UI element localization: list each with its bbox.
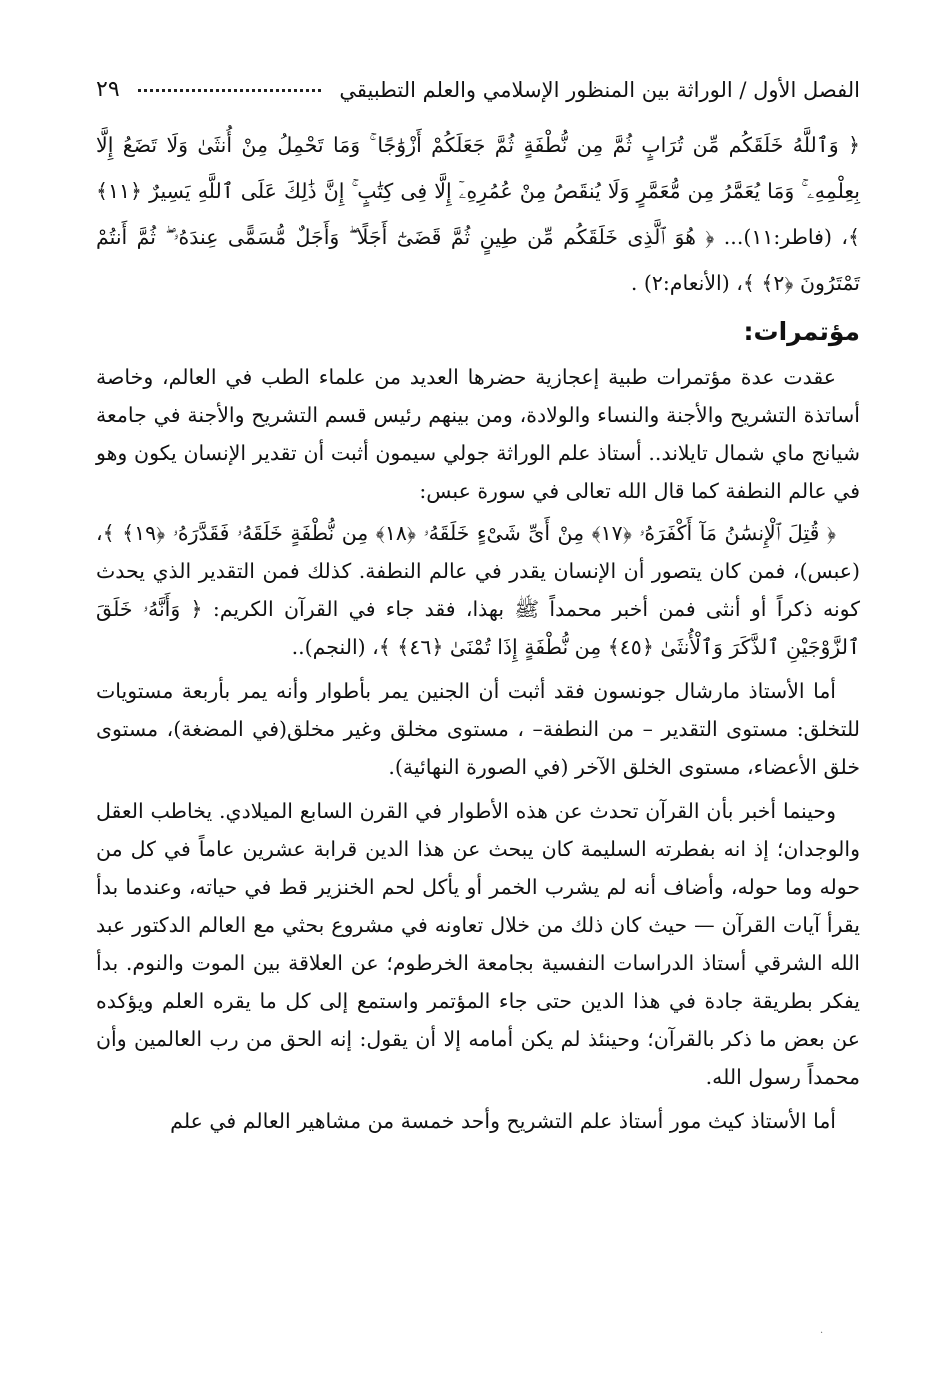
- running-header: [96, 72, 860, 108]
- page-number: ٢٩: [96, 77, 120, 102]
- paragraph-conferences: عقدت عدة مؤتمرات طبية إعجازية حضرها العديد من علماء الطب في العالم، وخاصة أساتذة التشريح والأجنة والنساء والولادة، ومن بينهم رئيس قسم التشريح والأجنة في جامعة شيانج ماي شمال تايلاند.. أستاذ علم الوراثة جولي سيمون أثبت أن تقدير الإنسان يكون وهو في عالم النطفة كما قال الله تعالى في سورة عبس:: [96, 365, 860, 503]
- paragraph-keith-moore: أما الأستاذ كيث مور أستاذ علم التشريح وأحد خمسة من مشاهير العالم في علم: [170, 1109, 836, 1133]
- paragraph-abasa-verse: ﴿ قُتِلَ ٱلْإِنسَٰنُ مَآ أَكْفَرَهُۥ ﴿١٧﴾ مِنْ أَىِّ شَىْءٍ خَلَقَهُۥ ﴿١٨﴾ مِن نُّطْفَةٍ خَلَقَهُۥ فَقَدَّرَهُۥ ﴿١٩﴾ ﴾، (عبس)، فمن كان يتصور أن الإنسان يقدر في عالم النطفة. كذلك فمن التقدير الذي يحدث كونه ذكراً أو أنثى فمن أخبر محمداً ﷺ بهذا، فقد جاء في القرآن الكريم: ﴿ وَأَنَّهُۥ خَلَقَ ٱلزَّوْجَيْنِ ٱلذَّكَرَ وَٱلْأُنثَىٰ ﴿٤٥﴾ مِن نُّطْفَةٍ إِذَا تُمْنَىٰ ﴿٤٦﴾ ﴾، (النجم)..: [96, 521, 860, 659]
- paragraph-marshall-johnson: أما الأستاذ مارشال جونسون فقد أثبت أن الجنين يمر بأطوار وأنه يمر بأربعة مستويات للتخلق: مستوى التقدير – من النطفة– ، مستوى مخلق وغير مخلق(في المضغة)، مستوى خلق الأعضاء، مستوى الخلق الآخر (في الصورة النهائية).: [96, 679, 860, 779]
- header-dotted-rule: [138, 89, 322, 92]
- chapter-title: الفصل الأول / الوراثة بين المنظور الإسلامي والعلم التطبيقي: [339, 78, 860, 102]
- section-heading: مؤتمرات:: [743, 317, 860, 346]
- paragraph-seventh-century: وحينما أخبر بأن القرآن تحدث عن هذه الأطوار في القرن السابع الميلادي. يخاطب العقل والوجدان؛ إذ انه بفطرته السليمة كان يبحث عن هذا الدين قرابة عشرين عاماً في كل من حوله وما حوله، وأضاف أنه لم يشرب الخمر أو يأكل لحم الخنزير قط في حياته، وعندما بدأ يقرأ آيات القرآن — حيث كان ذلك من خلال تعاونه في مشروع بحثي مع العالم الدكتور عبد الله الشرقي أستاذ الدراسات النفسية بجامعة الخرطوم؛ عن العلاقة بين الموت والنوم. بدأ يفكر بطريقة جادة في هذا الدين حتى جاء المؤتمر واستمع إلى كل ما يقره العلم ويؤكده عن بعض ما ذكر بالقرآن؛ وحينئذ لم يكن أمامه إلا أن يقول: إنه الحق من رب العالمين وأن محمداً رسول الله.: [96, 799, 860, 1089]
- scan-speck: ·: [820, 1328, 824, 1339]
- opening-quran-quote: ﴿ وَٱللَّهُ خَلَقَكُم مِّن تُرَابٍ ثُمَّ مِن نُّطْفَةٍ ثُمَّ جَعَلَكُمْ أَزْوَٰجًا ۚ وَمَا تَحْمِلُ مِنْ أُنثَىٰ وَلَا تَضَعُ إِلَّا بِعِلْمِهِۦ ۚ وَمَا يُعَمَّرُ مِن مُّعَمَّرٍ وَلَا يُنقَصُ مِنْ عُمُرِهِۦٓ إِلَّا فِى كِتَٰبٍ ۚ إِنَّ ذَٰلِكَ عَلَى ٱللَّهِ يَسِيرٌ ﴿١١﴾ ﴾، (فاطر:١١)... ﴿ هُوَ ٱلَّذِى خَلَقَكُم مِّن طِينٍ ثُمَّ قَضَىٰٓ أَجَلًا ۖ وَأَجَلٌ مُّسَمًّى عِندَهُۥ ۖ ثُمَّ أَنتُمْ تَمْتَرُونَ ﴿٢﴾ ﴾، (الأنعام:٢) .: [96, 133, 860, 295]
